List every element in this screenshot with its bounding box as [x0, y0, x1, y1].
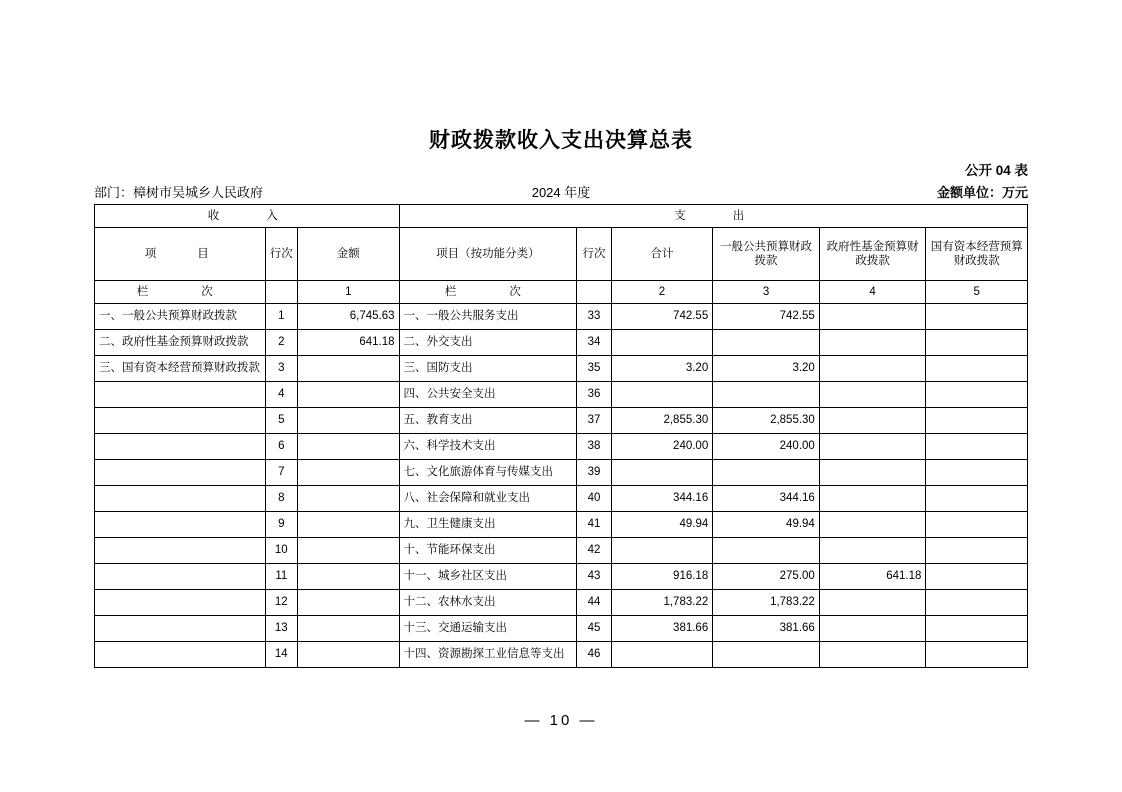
- page-number: — 10 —: [524, 712, 598, 729]
- table-row: [95, 590, 1028, 616]
- expense-state-capital: [926, 460, 1028, 486]
- expense-total: 742.55: [611, 304, 713, 330]
- income-item: 三、国有资本经营预算财政拨款: [95, 356, 266, 382]
- expense-state-capital: [926, 382, 1028, 408]
- expense-row-index: 38: [577, 434, 612, 460]
- expense-gov-fund: [819, 460, 926, 486]
- income-amount: 6,745.63: [298, 304, 400, 330]
- income-item: [95, 616, 266, 642]
- expense-row-index: 35: [577, 356, 612, 382]
- expense-row-index: 37: [577, 408, 612, 434]
- expense-item: 八、社会保障和就业支出: [399, 486, 577, 512]
- expense-state-capital: [926, 564, 1028, 590]
- table-group-header-row: [95, 205, 1028, 228]
- expense-general: [713, 460, 820, 486]
- expense-total: [611, 460, 713, 486]
- expense-total: 3.20: [611, 356, 713, 382]
- income-amount: [298, 408, 400, 434]
- expense-item: 二、外交支出: [399, 330, 577, 356]
- expense-total: [611, 538, 713, 564]
- income-item: [95, 460, 266, 486]
- expense-row-index: 46: [577, 642, 612, 668]
- expense-item: 四、公共安全支出: [399, 382, 577, 408]
- table-row: [95, 642, 1028, 668]
- income-amount: [298, 434, 400, 460]
- income-row-index: 10: [265, 538, 297, 564]
- income-amount: [298, 512, 400, 538]
- header-expense-total: 合计: [611, 228, 713, 281]
- expense-row-index: 34: [577, 330, 612, 356]
- expense-state-capital: [926, 616, 1028, 642]
- income-row-index: 5: [265, 408, 297, 434]
- table-row: [95, 382, 1028, 408]
- income-amount: [298, 616, 400, 642]
- table-row: [95, 408, 1028, 434]
- department-label: 部门：樟树市吴城乡人民政府: [94, 185, 264, 200]
- expense-gov-fund: [819, 512, 926, 538]
- income-amount: 641.18: [298, 330, 400, 356]
- header-expense-gov-fund: 政府性基金预算财政拨款: [819, 228, 926, 281]
- expense-general: [713, 538, 820, 564]
- expense-row-index: 33: [577, 304, 612, 330]
- column-number-blank-expense-row: [577, 281, 612, 304]
- income-row-index: 12: [265, 590, 297, 616]
- column-number-expense-general: 3: [713, 281, 820, 304]
- expense-state-capital: [926, 642, 1028, 668]
- income-amount: [298, 382, 400, 408]
- expense-item: 五、教育支出: [399, 408, 577, 434]
- column-label-income: 栏 次: [95, 281, 266, 304]
- expense-general: [713, 382, 820, 408]
- table-row: [95, 538, 1028, 564]
- income-amount: [298, 642, 400, 668]
- table-row: [95, 616, 1028, 642]
- expense-state-capital: [926, 486, 1028, 512]
- expense-total: 344.16: [611, 486, 713, 512]
- expense-general: 2,855.30: [713, 408, 820, 434]
- expense-item: 九、卫生健康支出: [399, 512, 577, 538]
- column-number-blank-income-row: [265, 281, 297, 304]
- expense-general: 240.00: [713, 434, 820, 460]
- income-row-index: 14: [265, 642, 297, 668]
- expense-general: [713, 642, 820, 668]
- table-row: [95, 564, 1028, 590]
- expense-total: [611, 642, 713, 668]
- expense-row-index: 36: [577, 382, 612, 408]
- column-number-income-amount: 1: [298, 281, 400, 304]
- expense-state-capital: [926, 512, 1028, 538]
- income-item: [95, 408, 266, 434]
- income-item: 一、一般公共预算财政拨款: [95, 304, 266, 330]
- income-item: [95, 538, 266, 564]
- expense-state-capital: [926, 330, 1028, 356]
- income-amount: [298, 486, 400, 512]
- column-label-expense: 栏 次: [399, 281, 577, 304]
- income-row-index: 6: [265, 434, 297, 460]
- expense-state-capital: [926, 356, 1028, 382]
- income-amount: [298, 590, 400, 616]
- income-item: [95, 434, 266, 460]
- income-row-index: 13: [265, 616, 297, 642]
- table-column-header-row: [95, 228, 1028, 281]
- expense-row-index: 40: [577, 486, 612, 512]
- income-amount: [298, 538, 400, 564]
- expense-gov-fund: [819, 382, 926, 408]
- table-row: [95, 512, 1028, 538]
- expense-gov-fund: [819, 330, 926, 356]
- income-row-index: 8: [265, 486, 297, 512]
- income-amount: [298, 564, 400, 590]
- expense-item: 十、节能环保支出: [399, 538, 577, 564]
- expense-item: 十二、农林水支出: [399, 590, 577, 616]
- income-item: 二、政府性基金预算财政拨款: [95, 330, 266, 356]
- fiscal-year-label: 2024 年度: [531, 185, 591, 200]
- header-expense-item: 项目（按功能分类）: [399, 228, 577, 281]
- header-income-row: 行次: [265, 228, 297, 281]
- expense-state-capital: [926, 408, 1028, 434]
- column-number-expense-state-capital: 5: [926, 281, 1028, 304]
- income-item: [95, 486, 266, 512]
- expense-item: 一、一般公共服务支出: [399, 304, 577, 330]
- expense-total: 381.66: [611, 616, 713, 642]
- page-title: 财政拨款收入支出决算总表: [429, 129, 693, 152]
- income-item: [95, 590, 266, 616]
- expense-general: 3.20: [713, 356, 820, 382]
- expense-general: 344.16: [713, 486, 820, 512]
- expense-item: 十一、城乡社区支出: [399, 564, 577, 590]
- income-item: [95, 564, 266, 590]
- income-row-index: 2: [265, 330, 297, 356]
- form-code-label: 公开 04 表: [964, 163, 1028, 178]
- expense-state-capital: [926, 590, 1028, 616]
- expense-gov-fund: [819, 538, 926, 564]
- expense-row-index: 45: [577, 616, 612, 642]
- header-expense-row: 行次: [577, 228, 612, 281]
- table-column-number-row: [95, 281, 1028, 304]
- expense-item: 十三、交通运输支出: [399, 616, 577, 642]
- group-header-expense: 支 出: [399, 205, 1027, 228]
- expense-gov-fund: [819, 408, 926, 434]
- expense-gov-fund: [819, 434, 926, 460]
- expense-gov-fund: [819, 356, 926, 382]
- expense-row-index: 39: [577, 460, 612, 486]
- expense-state-capital: [926, 434, 1028, 460]
- expense-state-capital: [926, 538, 1028, 564]
- expense-general: 1,783.22: [713, 590, 820, 616]
- header-expense-general: 一般公共预算财政拨款: [713, 228, 820, 281]
- income-row-index: 11: [265, 564, 297, 590]
- expense-gov-fund: [819, 486, 926, 512]
- income-row-index: 1: [265, 304, 297, 330]
- header-income-amount: 金额: [298, 228, 400, 281]
- expense-general: 742.55: [713, 304, 820, 330]
- table-row: [95, 460, 1028, 486]
- expense-item: 十四、资源勘探工业信息等支出: [399, 642, 577, 668]
- expense-total: 916.18: [611, 564, 713, 590]
- expense-gov-fund: [819, 304, 926, 330]
- expense-row-index: 42: [577, 538, 612, 564]
- expense-gov-fund: 641.18: [819, 564, 926, 590]
- budget-table: [94, 204, 1028, 668]
- expense-row-index: 44: [577, 590, 612, 616]
- header-income-item: 项 目: [95, 228, 266, 281]
- expense-gov-fund: [819, 616, 926, 642]
- group-header-income: 收 入: [95, 205, 400, 228]
- expense-total: 49.94: [611, 512, 713, 538]
- expense-item: 三、国防支出: [399, 356, 577, 382]
- header-expense-state-capital: 国有资本经营预算财政拨款: [926, 228, 1028, 281]
- expense-gov-fund: [819, 642, 926, 668]
- expense-general: [713, 330, 820, 356]
- expense-item: 六、科学技术支出: [399, 434, 577, 460]
- expense-total: 240.00: [611, 434, 713, 460]
- income-amount: [298, 460, 400, 486]
- income-item: [95, 642, 266, 668]
- expense-total: [611, 330, 713, 356]
- expense-row-index: 43: [577, 564, 612, 590]
- expense-general: 275.00: [713, 564, 820, 590]
- expense-total: 1,783.22: [611, 590, 713, 616]
- income-row-index: 9: [265, 512, 297, 538]
- column-number-expense-gov-fund: 4: [819, 281, 926, 304]
- column-number-expense-total: 2: [611, 281, 713, 304]
- income-item: [95, 512, 266, 538]
- table-row: [95, 356, 1028, 382]
- expense-general: 49.94: [713, 512, 820, 538]
- expense-general: 381.66: [713, 616, 820, 642]
- meta-row: [94, 182, 1028, 200]
- table-row: [95, 486, 1028, 512]
- income-row-index: 4: [265, 382, 297, 408]
- expense-total: [611, 382, 713, 408]
- expense-row-index: 41: [577, 512, 612, 538]
- expense-total: 2,855.30: [611, 408, 713, 434]
- income-item: [95, 382, 266, 408]
- expense-gov-fund: [819, 590, 926, 616]
- income-amount: [298, 356, 400, 382]
- table-row: [95, 304, 1028, 330]
- expense-item: 七、文化旅游体育与传媒支出: [399, 460, 577, 486]
- income-row-index: 7: [265, 460, 297, 486]
- expense-state-capital: [926, 304, 1028, 330]
- table-row: [95, 330, 1028, 356]
- amount-unit-label: 金额单位：万元: [936, 185, 1028, 200]
- income-row-index: 3: [265, 356, 297, 382]
- table-row: [95, 434, 1028, 460]
